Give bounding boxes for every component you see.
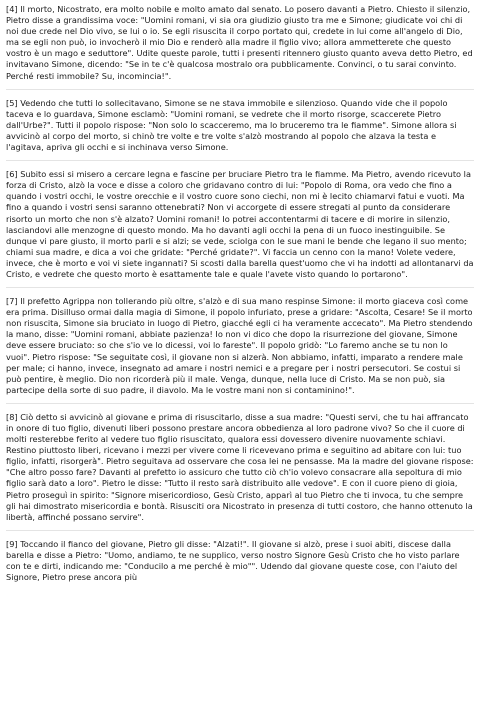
paragraph-8: [8] Ciò detto si avvicinò al giovane e prima di risuscitarlo, disse a sua madre: "Questi servi, che tu hai affrancato in onore di tuo figlio, divenuti liberi possono prestare ancora obbedienza al loro padrone vivo? So che il cuore di molti resterebbe ferito al vedere tuo figlio risuscitato, qualora essi dovessero divenire nuovamente schiavi. Restino piuttosto liberi, ricevano i mezzi per vivere come li ricevevano prima e seguitino ad abitare con lui: tuo figlio, infatti, risorgerà". Pietro seguitava ad osservare che cosa lei ne pensasse. Ma la madre del giovane rispose: "Che altro posso fare? Davanti al prefetto io assicuro che tutto ciò ch'io volevo consacrare alla sepoltura di mio figlio sarà dato a loro". Pietro le disse: "Tutto il resto sarà distribuito alle vedove". E con il cuore pieno di gioia, Pietro proseguì in spirito: "Signore misericordioso, Gesù Cristo, apparì al tuo Pietro che ti invoca, tu che sempre gli hai dimostrato misericordia e bontà. Risusciti ora Nicostrato in presenza di tutti costoro, che hanno ottenuto la libertà, affinché possano servire". <box>6 411 477 522</box>
paragraph-divider <box>6 530 474 531</box>
paragraph-9: [9] Toccando il fianco del giovane, Pietro gli disse: "Alzati!". Il giovane si alzò, prese i suoi abiti, discese dalla barella e disse a Pietro: "Uomo, andiamo, te ne supplico, verso nostro Signore Gesù Cristo che ho visto parlare con te e dirti, indicando me: "Conducilo a me perché è mio"". Udendo dal giovane queste cose, con l'aiuto del Signore, Pietro prese ancora più <box>6 538 463 583</box>
paragraph-divider <box>6 403 474 404</box>
paragraph-divider <box>6 160 474 161</box>
paragraph-divider <box>6 89 474 90</box>
paragraph-4: [4] Il morto, Nicostrato, era molto nobile e molto amato dal senato. Lo posero davanti a Pietro. Chiesto il silenzio, Pietro disse a grandissima voce: "Uomini romani, vi sia ora giudizio giusto tra me e Simone; giudicate voi chi di noi due crede nel Dio vivo, se lui o io. Se egli risuscita il corpo portato qui, credete in lui come all'angelo di Dio, ma se egli non può, io invocherò il mio Dio e renderò alla madre il figlio vivo; allora ammetterete che questo vostro è un mago e seduttore". Udite queste parole, tutti i presenti ritennero giusto quanto aveva detto Pietro, ed invitavano Simone, dicendo: "Se in te c'è qualcosa mostralo ora pubblicamente. Convinci, o tu sarai convinto. Perché resti immobile? Su, incomincia!". <box>6 4 476 81</box>
paragraph-7: [7] Il prefetto Agrippa non tollerando più oltre, s'alzò e di sua mano respinse Simone: il morto giaceva così come era prima. Disilluso ormai dalla magia di Simone, il popolo infuriato, prese a gridare: "Ascolta, Cesare! Se il morto non risuscita, Simone sia bruciato in luogo di Pietro, giacché egli ci ha veramente accecato". Ma Pietro stendendo la mano, disse: "Uomini romani, abbiate pazienza! Io non vi dico che dopo la risurrezione del giovane, Simone deve essere bruciato: so che s'io ve lo dicessi, voi lo fareste". Il popolo gridò: "Lo faremo anche se tu non lo vuoi". Pietro rispose: "Se seguitate così, il giovane non si alzerà. Non abbiamo, infatti, imparato a rendere male per male; ci hanno, invece, insegnato ad amare i nostri nemici e a pregare per i nostri persecutori. Se costui si può pentire, è meglio. Dio non ricorderà più il male. Venga, dunque, nella luce di Cristo. Ma se non può, sia partecipe della sorte di suo padre, il diavolo. Ma le vostre mani non si contaminino!". <box>6 296 476 395</box>
paragraph-divider <box>6 287 474 288</box>
document-page <box>6 4 477 706</box>
paragraph-5: [5] Vedendo che tutti lo sollecitavano, Simone se ne stava immobile e silenzioso. Quando vide che il popolo taceva e lo guardava, Simone esclamò: "Uomini romani, se vedrete che il morto risorge, scaccerete Pietro dall'Urbe?". Tutti il popolo rispose: "Non solo lo scacceremo, ma lo bruceremo tra le fiamme". Simone allora si avvicinò al corpo del morto, si chinò tre volte e tre volte s'alzò mostrando al popolo che alzava la testa e l'agitava, apriva gli occhi e si inchinava verso Simone. <box>6 97 460 153</box>
paragraph-6: [6] Subito essi si misero a cercare legna e fascine per bruciare Pietro tra le fiamme. Ma Pietro, avendo ricevuto la forza di Cristo, alzò la voce e disse a coloro che gridavano contro di lui: "Popolo di Roma, ora vedo che fino a quando i vostri occhi, le vostre orecchie e il vostro cuore sono ciechi, non mi è lecito chiamarvi fatui e vuoti. Ma fino a quando i vostri sensi saranno ottenebrati? Non vi accorgete di essere stregati al punto da considerare risorto un morto che non s'è alzato? Uomini romani! Io potrei accontentarmi di tacere e di morire in silenzio, lasciandovi alle menzogne di questo mondo. Ma ho davanti agli occhi la pena di un fuoco inestinguibile. Se dunque vi pare giusto, il morto parli e si alzi; se vede, sciolga con le sue mani le bende che legano il suo mento; chiami sua madre, e dica a voi che gridate: "Perché gridate?". Vi faccia un cenno con la mano! Volete vedere, invece, che è morto e voi vi siete ingannati? Si scosti dalla barella quest'uomo che vi ha indotti ad allontanarvi da Cristo, e vedrete che questo morto è esattamente tale e quale l'avete visto quando lo portarono". <box>6 169 477 279</box>
